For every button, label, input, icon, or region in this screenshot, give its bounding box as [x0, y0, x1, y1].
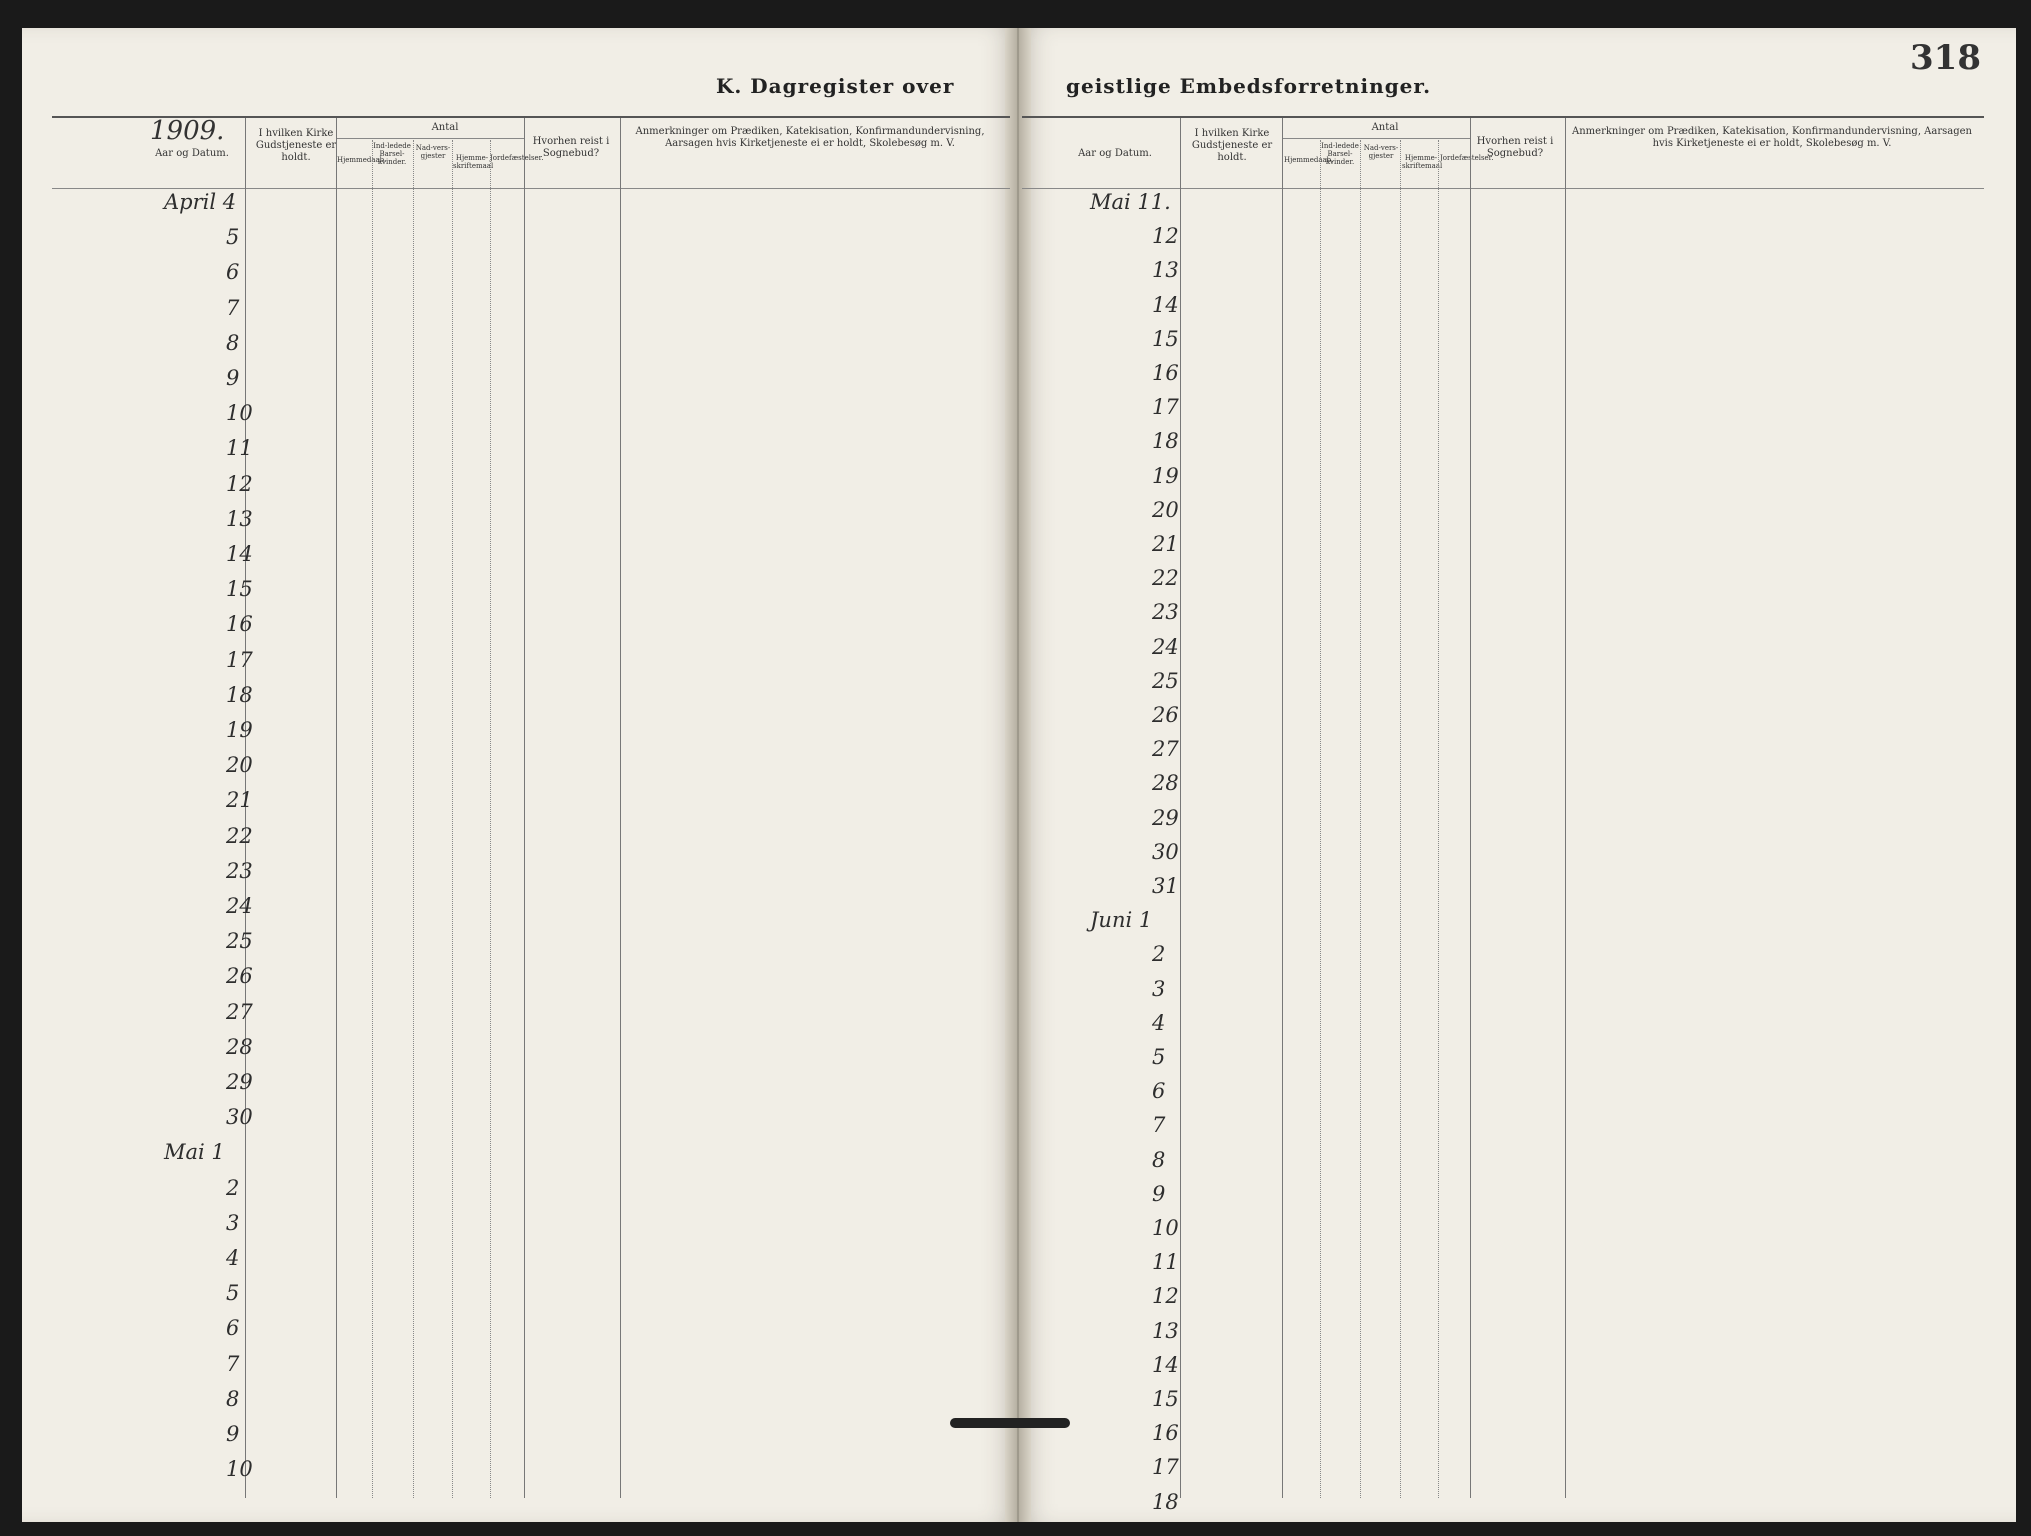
date-entry: 19: [226, 718, 253, 742]
date-entry: 7: [226, 295, 240, 320]
column-header-jordefaestelser: Jordefæstelser.: [490, 154, 544, 162]
column-header-nadvergjester-right: Nad-vers-gjester: [1363, 144, 1399, 160]
date-entry: 11: [226, 436, 253, 461]
date-entry: 13: [1152, 258, 1179, 283]
date-entry: 20: [1152, 497, 1179, 522]
column-rule: [1438, 140, 1439, 1498]
column-header-hjemmeskriftemaal-right: Hjemme-skriftemaal: [1402, 154, 1443, 170]
date-entry: 16: [1152, 1421, 1179, 1446]
date-entry: 22: [1152, 566, 1179, 591]
date-entry: 9: [226, 1422, 240, 1446]
date-entry: 18: [1152, 1489, 1179, 1514]
date-entry: April 4: [164, 190, 237, 214]
column-header-date: Aar og Datum.: [155, 148, 229, 159]
date-entry: 30: [226, 1105, 253, 1130]
column-rule: [452, 140, 453, 1498]
antal-subrule: [1283, 138, 1470, 139]
date-entry: 27: [226, 999, 253, 1024]
date-entry: 23: [226, 858, 253, 883]
date-entry: 27: [1152, 737, 1179, 762]
date-entry: 21: [226, 788, 253, 813]
date-entry: 8: [1152, 1147, 1166, 1172]
book-gutter: [1005, 28, 1031, 1522]
ink-blot: [950, 1418, 1070, 1428]
column-header-jordefaestelser-right: Jordefæstelser.: [1440, 154, 1494, 162]
column-rule: [372, 140, 373, 1498]
page-title-left: K. Dagregister over: [716, 74, 955, 98]
date-entry: 4: [226, 1246, 240, 1270]
header-rule-top-right: [1022, 116, 1984, 118]
column-header-church-right: I hvilken Kirke Gudstjeneste er holdt.: [1191, 128, 1273, 163]
date-entry: 5: [1152, 1045, 1166, 1069]
date-entry: 23: [1152, 600, 1179, 625]
column-rule: [490, 140, 491, 1498]
date-entry: 6: [226, 1316, 240, 1341]
date-entry: 13: [226, 506, 253, 531]
date-entry: 15: [1152, 1387, 1179, 1411]
year-heading: 1909.: [150, 116, 225, 146]
antal-subrule: [337, 138, 524, 139]
page-number: 318: [1910, 38, 1981, 78]
date-entry: 8: [226, 330, 240, 355]
column-header-antal: Antal: [431, 122, 459, 133]
date-entry: 26: [1152, 703, 1179, 727]
date-entry: 2: [226, 1175, 240, 1200]
date-entry: 10: [226, 1457, 253, 1482]
header-rule-bottom-right: [1022, 188, 1984, 189]
date-entry: Mai 1: [164, 1140, 225, 1165]
column-rule: [1400, 140, 1401, 1498]
date-entry: 4: [1152, 1010, 1166, 1035]
date-entry: 29: [1152, 805, 1179, 830]
column-header-hjemmedaab: Hjemmedaab.: [337, 156, 387, 164]
date-entry: 12: [1152, 224, 1179, 249]
date-entry: 7: [226, 1351, 240, 1376]
column-rule: [336, 118, 337, 1498]
date-entry: 10: [226, 401, 253, 426]
date-entry: 3: [1152, 976, 1166, 1001]
date-entry: 29: [226, 1070, 253, 1094]
column-rule: [413, 140, 414, 1498]
column-header-date-right: Aar og Datum.: [1078, 148, 1152, 159]
header-rule-bottom-left: [52, 188, 1010, 189]
column-rule: [620, 118, 621, 1498]
column-rule: [1320, 140, 1321, 1498]
date-entry: 15: [226, 577, 253, 602]
date-entry: 10: [1152, 1216, 1179, 1240]
date-entry: 15: [1152, 326, 1179, 351]
date-entry: 8: [226, 1386, 240, 1411]
date-entry: 21: [1152, 532, 1179, 556]
column-header-indledede-right: Ind-ledede Barsel-kvinder.: [1321, 142, 1359, 166]
column-header-hjemmedaab-right: Hjemmedaab.: [1284, 156, 1334, 164]
column-rule: [1180, 118, 1181, 1498]
date-entry: 13: [1152, 1318, 1179, 1343]
date-entry: Mai 11.: [1090, 190, 1171, 214]
page-title-right: geistlige Embedsforretninger.: [1066, 74, 1432, 98]
column-rule: [1282, 118, 1283, 1498]
date-entry: 25: [1152, 668, 1179, 693]
date-entry: 17: [226, 647, 253, 672]
date-entry: 14: [1152, 292, 1179, 317]
date-entry: 19: [1152, 463, 1179, 488]
column-header-antal-right: Antal: [1371, 122, 1399, 133]
date-entry: 28: [226, 1034, 253, 1059]
column-header-travel: Hvorhen reist i Sognebud?: [532, 136, 610, 159]
date-entry: 24: [226, 894, 253, 918]
date-entry: 9: [226, 366, 240, 390]
date-entry: 18: [1152, 429, 1179, 454]
date-entry: 16: [226, 612, 253, 637]
date-entry: 6: [226, 260, 240, 285]
date-entry: 14: [1152, 1352, 1179, 1377]
date-entry: Juni 1: [1090, 908, 1153, 933]
column-header-travel-right: Hvorhen reist i Sognebud?: [1476, 136, 1554, 159]
column-rule: [1565, 118, 1566, 1498]
date-entry: 17: [1152, 395, 1179, 420]
date-entry: 12: [1152, 1284, 1179, 1309]
column-rule: [1360, 140, 1361, 1498]
date-entry: 2: [1152, 942, 1166, 967]
date-entry: 22: [226, 823, 253, 848]
column-header-remarks: Anmerkninger om Prædiken, Katekisation, Konfirmandundervisning, Aarsagen hvis Kirketjeneste ei er holdt, Skolebesøg m. V.: [635, 126, 985, 149]
date-entry: 12: [226, 471, 253, 496]
column-header-church: I hvilken Kirke Gudstjeneste er holdt.: [255, 128, 337, 163]
column-rule: [524, 118, 525, 1498]
column-rule: [1470, 118, 1471, 1498]
date-entry: 9: [1152, 1181, 1166, 1206]
date-entry: 6: [1152, 1079, 1166, 1104]
column-header-nadvergjester: Nad-vers-gjester: [415, 144, 451, 160]
date-entry: 18: [226, 682, 253, 707]
date-entry: 30: [1152, 839, 1179, 864]
date-entry: 5: [226, 225, 240, 250]
date-entry: 11: [1152, 1250, 1179, 1275]
date-entry: 31: [1152, 874, 1179, 898]
date-entry: 17: [1152, 1455, 1179, 1480]
header-rule-top-left: [52, 116, 1010, 118]
date-entry: 7: [1152, 1113, 1166, 1138]
date-entry: 16: [1152, 361, 1179, 385]
column-header-remarks-right: Anmerkninger om Prædiken, Katekisation, Konfirmandundervisning, Aarsagen hvis Kirketjeneste ei er holdt, Skolebesøg m. V.: [1572, 126, 1972, 149]
date-entry: 14: [226, 542, 253, 566]
date-entry: 5: [226, 1281, 240, 1306]
column-header-indledede: Ind-ledede Barsel-kvinder.: [373, 142, 411, 166]
date-entry: 24: [1152, 634, 1179, 659]
left-page: [22, 28, 1018, 1522]
date-entry: 20: [226, 753, 253, 778]
date-entry: 28: [1152, 771, 1179, 796]
date-entry: 26: [226, 964, 253, 989]
date-entry: 3: [226, 1210, 240, 1235]
column-header-hjemmeskriftemaal: Hjemme-skriftemaal: [453, 154, 494, 170]
date-entry: 25: [226, 929, 253, 954]
